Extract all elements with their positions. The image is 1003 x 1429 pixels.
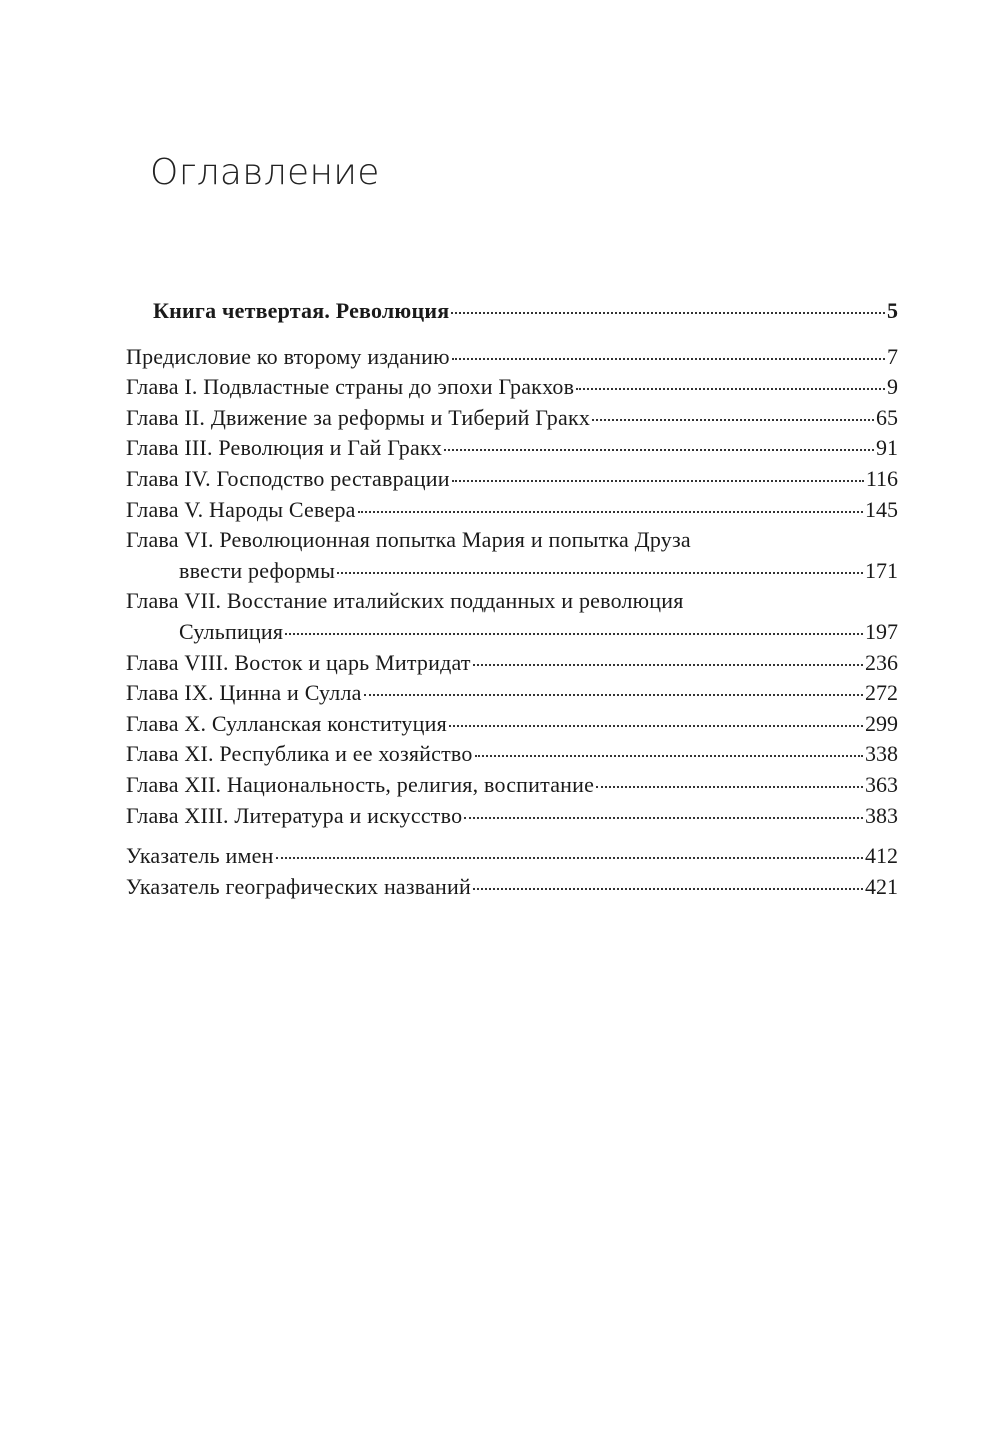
toc-entry-label: Глава VIII. Восток и царь Митридат: [126, 649, 471, 675]
toc-entry-label: Глава III. Революция и Гай Гракх: [126, 435, 443, 461]
toc-page-number: 145: [865, 496, 898, 522]
toc-entry-preface[interactable]: [126, 342, 898, 373]
dot-leader: [473, 664, 863, 666]
dot-leader: [473, 888, 863, 890]
dot-leader: [337, 572, 863, 574]
toc-entry-label: Глава XIII. Литература и искусство: [126, 802, 463, 828]
toc-entry-chapter-10[interactable]: [126, 709, 898, 740]
toc-page-number: 116: [865, 465, 898, 491]
toc-entry-label: Глава VII. Восстание италийских подданных и революция: [126, 588, 684, 614]
toc-entry-chapter-5[interactable]: [126, 495, 898, 526]
dot-leader: [452, 480, 864, 482]
toc-entry-chapter-2[interactable]: [126, 403, 898, 434]
toc-page-number: 91: [876, 435, 898, 461]
dot-leader: [451, 312, 885, 314]
toc-entry-label: Глава V. Народы Севера: [126, 496, 356, 522]
toc-page-number: 65: [876, 404, 898, 430]
toc-entry-chapter-1[interactable]: [126, 372, 898, 403]
toc-page-number: 412: [865, 843, 898, 869]
toc-entry-label: Глава X. Сулланская конституция: [126, 710, 447, 736]
toc-entry-chapter-13[interactable]: [126, 801, 898, 832]
toc-entry-label: Глава VI. Революционная попытка Мария и попытка Друза: [126, 527, 691, 553]
toc-entry-label: Глава I. Подвластные страны до эпохи Гракхов: [126, 374, 575, 400]
dot-leader: [285, 633, 863, 635]
toc-entry-label: Глава IX. Цинна и Сулла: [126, 680, 362, 706]
toc-entry-chapter-8[interactable]: [126, 648, 898, 679]
page-title: Оглавление: [150, 152, 380, 193]
toc-page-number: 7: [887, 343, 898, 369]
toc-entry-label: Указатель имен: [126, 843, 274, 869]
toc-entry-chapter-3[interactable]: [126, 433, 898, 464]
toc-entry-chapter-11[interactable]: [126, 739, 898, 770]
toc-page-number: 299: [865, 710, 898, 736]
toc-entry-label: Глава XI. Республика и ее хозяйство: [126, 741, 473, 767]
toc-entry-chapter-6[interactable]: [126, 525, 898, 586]
dot-leader: [364, 694, 863, 696]
toc-page-number: 197: [865, 618, 898, 644]
dot-leader: [596, 786, 863, 788]
toc-entry-chapter-4[interactable]: [126, 464, 898, 495]
toc-page-number: 383: [865, 802, 898, 828]
toc-page-number: 5: [887, 298, 898, 323]
toc-entry-label-continuation: Сульпиция: [179, 618, 284, 644]
dot-leader: [449, 725, 863, 727]
dot-leader: [576, 388, 885, 390]
toc-page-number: 236: [865, 649, 898, 675]
toc-entry-chapter-7[interactable]: [126, 586, 898, 647]
toc-entry-label-continuation: ввести реформы: [179, 557, 336, 583]
toc-book-heading[interactable]: [126, 296, 898, 327]
toc-entry-label: Предисловие ко второму изданию: [126, 343, 450, 369]
toc-entry-chapter-9[interactable]: [126, 678, 898, 709]
toc-entry-chapter-12[interactable]: [126, 770, 898, 801]
toc-entry-index-geography[interactable]: [126, 872, 898, 903]
toc-page-number: 421: [865, 873, 898, 899]
dot-leader: [475, 755, 863, 757]
dot-leader: [452, 358, 885, 360]
toc-entry-label: Глава IV. Господство реставрации: [126, 465, 450, 491]
dot-leader: [464, 817, 863, 819]
toc-entry-label: Глава II. Движение за реформы и Тиберий Гракх: [126, 404, 591, 430]
dot-leader: [444, 449, 874, 451]
toc-page-number: 363: [865, 771, 898, 797]
toc-entry-label: Глава XII. Национальность, религия, воспитание: [126, 771, 595, 797]
toc-page-number: 272: [865, 680, 898, 706]
dot-leader: [358, 511, 863, 513]
toc-entry-label: Указатель географических названий: [126, 873, 471, 899]
toc-entry-label: Книга четвертая. Революция: [153, 298, 450, 323]
dot-leader: [276, 857, 863, 859]
toc-page-number: 9: [887, 374, 898, 400]
table-of-contents: [126, 296, 898, 902]
toc-page-number: 338: [865, 741, 898, 767]
toc-entry-index-names[interactable]: [126, 841, 898, 872]
dot-leader: [592, 419, 874, 421]
toc-page-number: 171: [865, 557, 898, 583]
